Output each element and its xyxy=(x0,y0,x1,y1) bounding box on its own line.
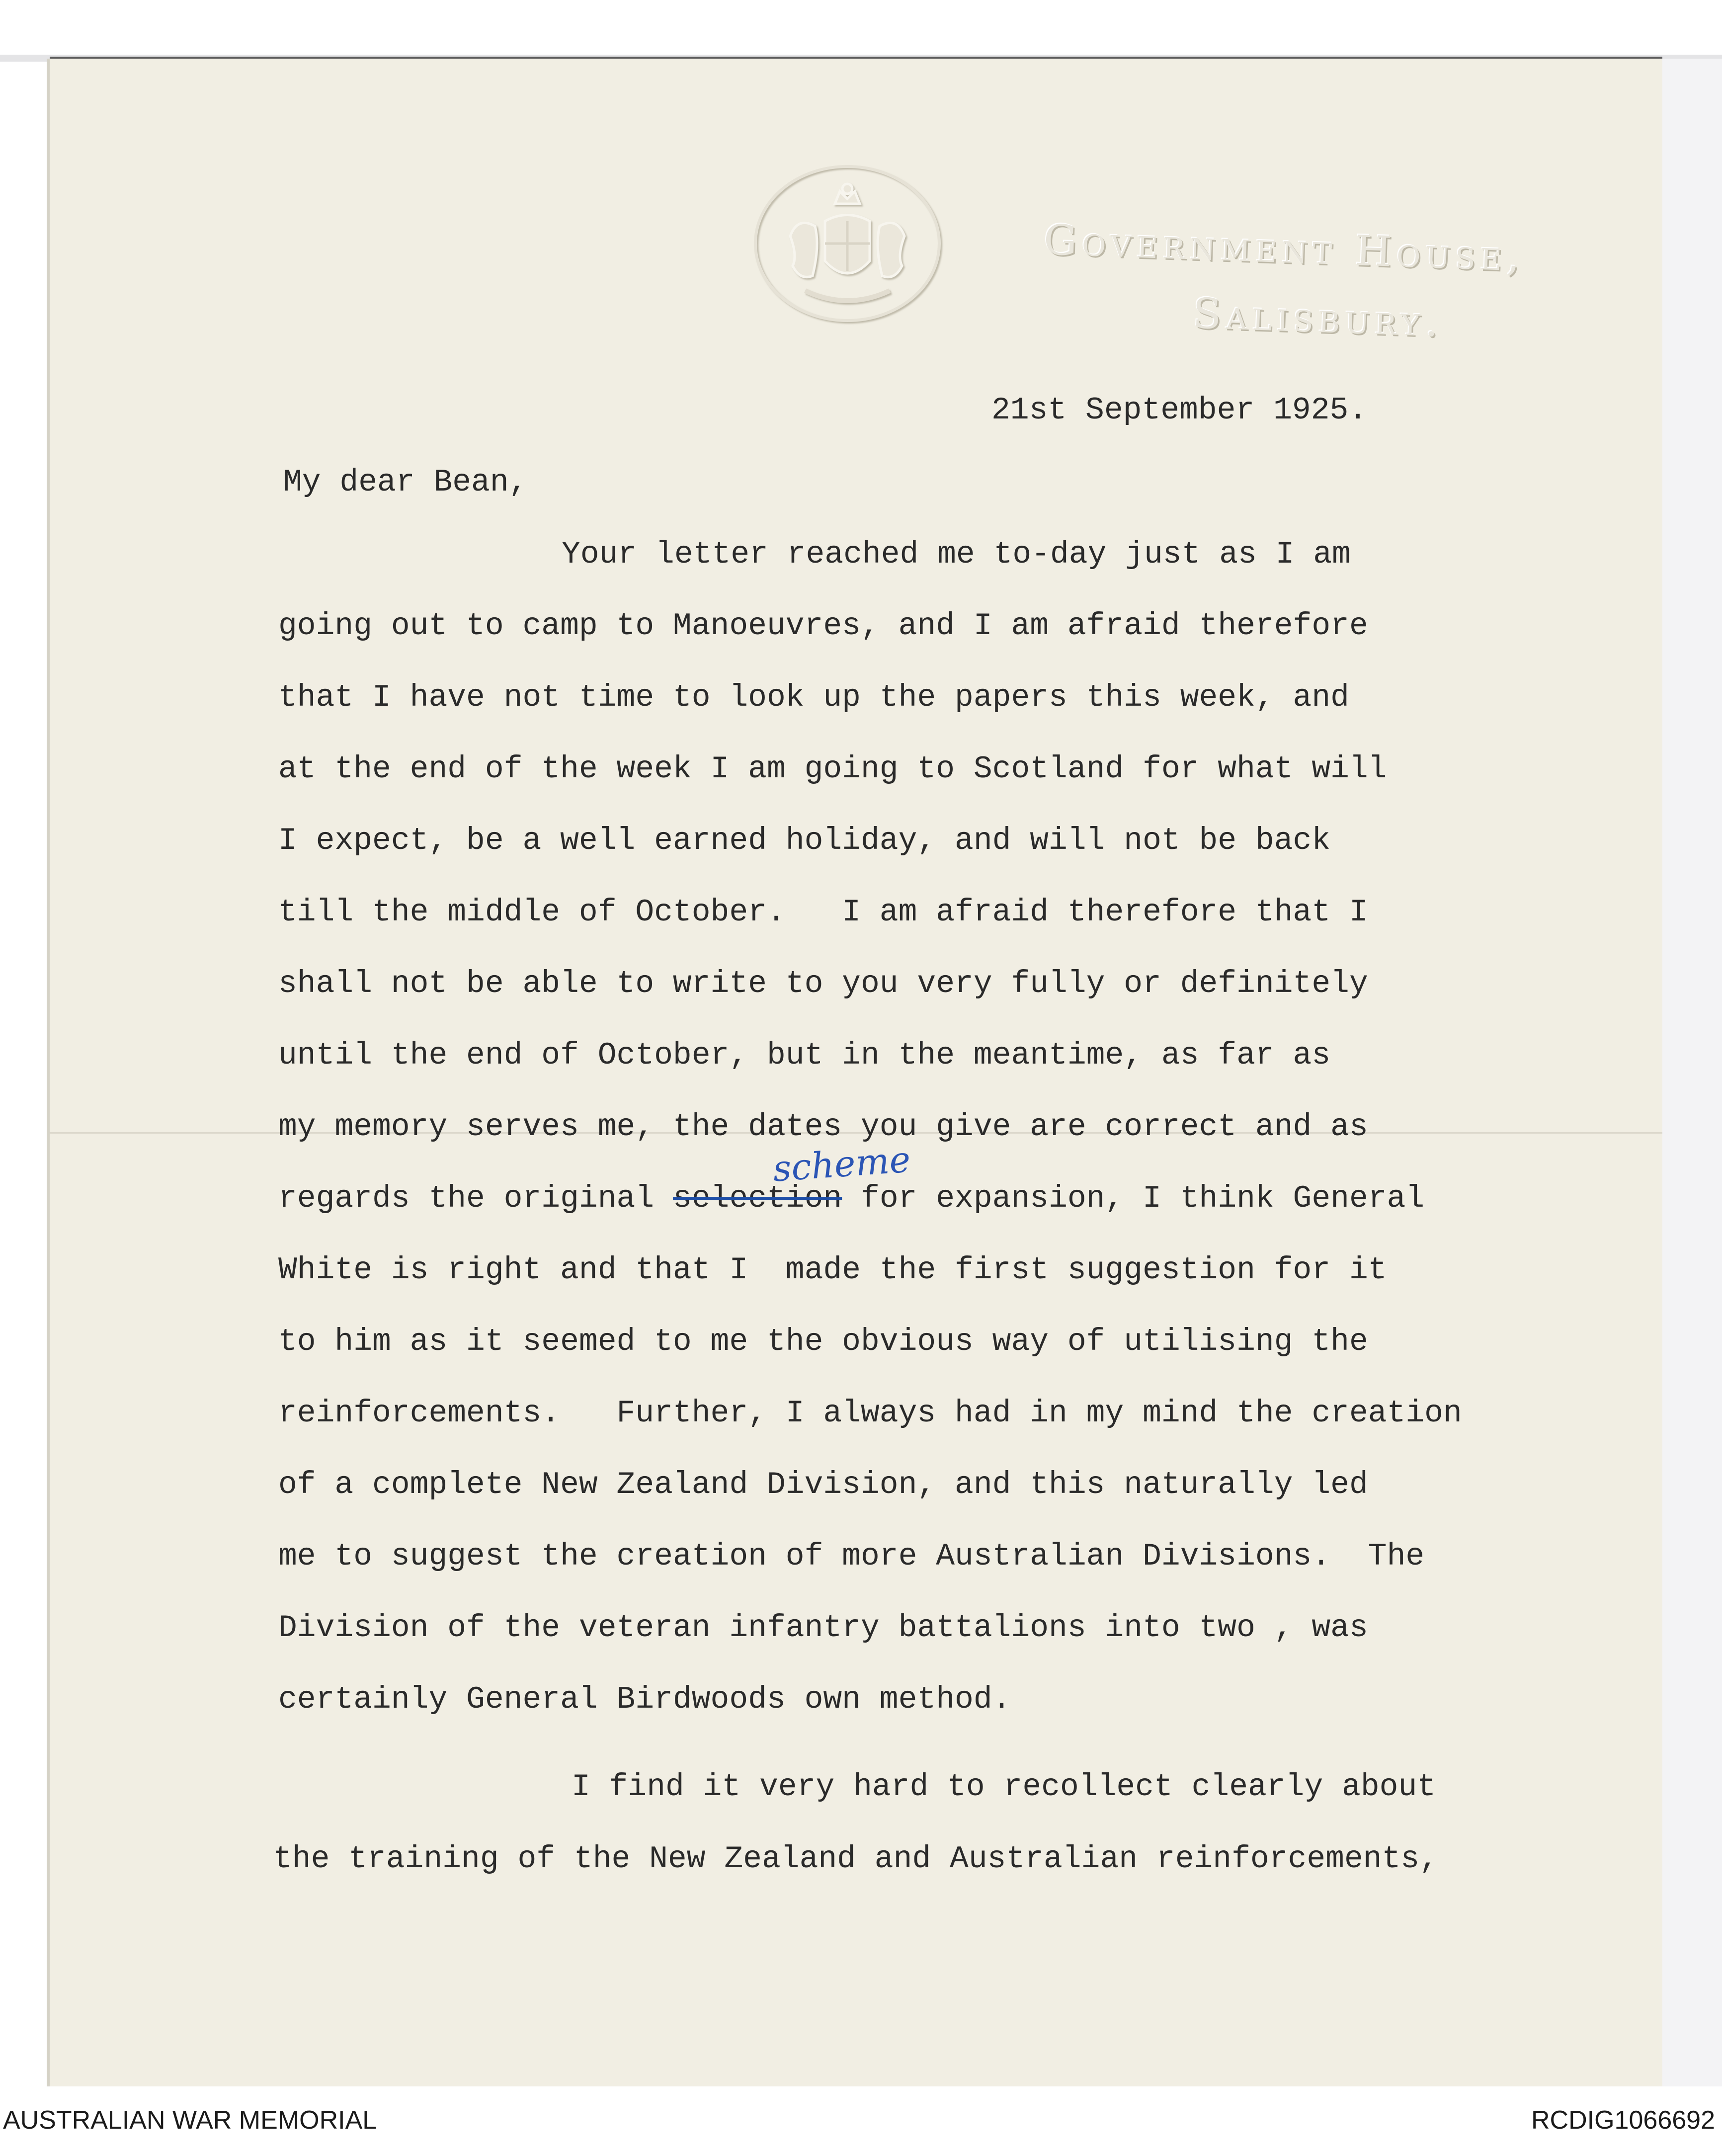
body-line: White is right and that I made the first suggestion for it xyxy=(278,1252,1387,1288)
body-line: to him as it seemed to me the obvious way of utilising the xyxy=(278,1324,1368,1359)
body-line: the training of the New Zealand and Australian reinforcements, xyxy=(273,1841,1438,1877)
body-line: until the end of October, but in the meantime, as far as xyxy=(278,1038,1331,1073)
letterhead xyxy=(1034,215,1526,353)
handwritten-correction: scheme xyxy=(771,1138,912,1190)
archive-credit: AUSTRALIAN WAR MEMORIAL xyxy=(3,2106,377,2135)
letterhead-address-line2: Salisbury. xyxy=(1192,289,1444,346)
body-line: that I have not time to look up the papers this week, and xyxy=(278,680,1349,715)
letterhead-address-line1: Government House, xyxy=(1043,215,1526,281)
letter-date: 21st September 1925. xyxy=(991,393,1368,428)
body-line: shall not be able to write to you very fully or definitely xyxy=(278,966,1368,1001)
body-line: at the end of the week I am going to Scotland for what will xyxy=(278,751,1387,787)
body-line: Division of the veteran infantry battalions into two , was xyxy=(278,1610,1368,1646)
body-line: of a complete New Zealand Division, and this naturally led xyxy=(278,1467,1368,1502)
struck-word: selection xyxy=(672,1181,842,1216)
embossed-crest-icon xyxy=(750,162,944,326)
body-text: regards the original xyxy=(278,1181,673,1216)
body-line: my memory serves me, the dates you give are correct and as xyxy=(278,1109,1368,1145)
archive-id: RCDIG1066692 xyxy=(1531,2106,1715,2135)
body-line-corrected xyxy=(278,1181,1424,1216)
body-line: certainly General Birdwoods own method. xyxy=(278,1682,1011,1717)
salutation: My dear Bean, xyxy=(283,465,528,500)
body-line: Your letter reached me to-day just as I am xyxy=(562,537,1351,572)
body-line: me to suggest the creation of more Australian Divisions. The xyxy=(278,1539,1425,1574)
body-line: I expect, be a well earned holiday, and will not be back xyxy=(278,823,1331,858)
body-line: going out to camp to Manoeuvres, and I am afraid therefore xyxy=(278,608,1368,644)
body-line: I find it very hard to recollect clearly about xyxy=(572,1769,1436,1805)
body-line: reinforcements. Further, I always had in my mind the creation xyxy=(278,1396,1462,1431)
scan-background xyxy=(1662,59,1722,2086)
body-text: for expansion, I think General xyxy=(842,1181,1425,1216)
body-line: till the middle of October. I am afraid therefore that I xyxy=(278,895,1368,930)
